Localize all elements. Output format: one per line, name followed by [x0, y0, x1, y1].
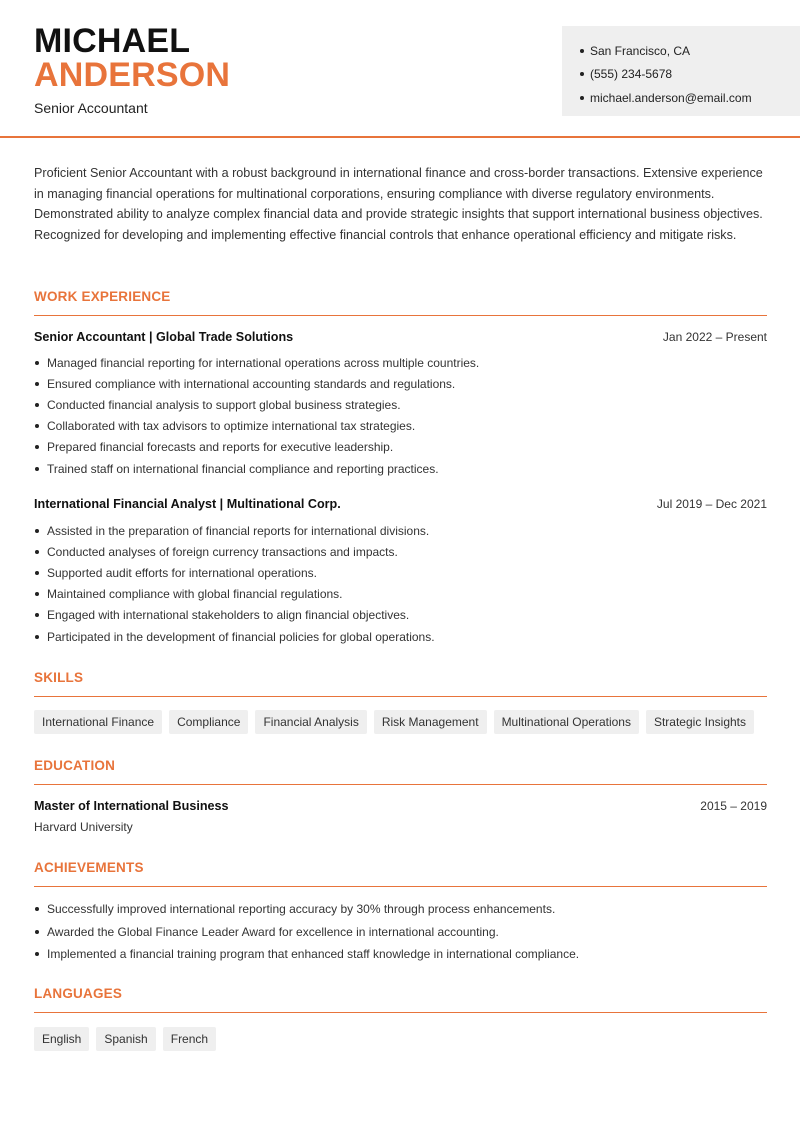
- bullet-icon: [35, 403, 39, 407]
- professional-summary: Proficient Senior Accountant with a robust background in international finance and cross-border transactions. Extensive experience in managing financial operations for multinational corporations, ensuring compliance with diverse regulatory environments. Demonstrated ability to analyze complex financial data and provide strategic insights that support international business objectives. Recognized for developing and implementing effective financial controls that enhance operational efficiency and mitigate risks.: [34, 166, 763, 242]
- bullet-icon: [35, 382, 39, 386]
- job-dates: Jan 2022 – Present: [662, 330, 767, 344]
- list-item: Successfully improved international reporting accuracy by 30% through process enhancements.: [34, 898, 767, 921]
- bullet-icon: [35, 592, 39, 596]
- section-divider: [34, 1012, 767, 1013]
- skill-tag: Financial Analysis: [255, 710, 366, 734]
- section-divider: [34, 696, 767, 697]
- section-title-education: EDUCATION: [34, 758, 116, 773]
- achievements-list: [34, 898, 767, 966]
- language-tag: Spanish: [96, 1027, 155, 1051]
- phone-text: (555) 234-5678: [590, 67, 673, 82]
- list-item: Participated in the development of financial policies for global operations.: [34, 626, 767, 647]
- skill-tag: Compliance: [169, 710, 248, 734]
- job-title: Senior Accountant: [34, 100, 148, 116]
- first-name: MICHAEL: [34, 22, 191, 60]
- contact-email[interactable]: [580, 86, 800, 110]
- list-item: Trained staff on international financial compliance and reporting practices.: [34, 458, 767, 479]
- section-title-skills: SKILLS: [34, 670, 84, 685]
- section-divider: [34, 886, 767, 887]
- list-item: Supported audit efforts for international operations.: [34, 562, 767, 583]
- list-item: Collaborated with tax advisors to optimize international tax strategies.: [34, 416, 767, 437]
- bullet-icon: [35, 424, 39, 428]
- section-title-languages: LANGUAGES: [34, 986, 123, 1001]
- list-item: Maintained compliance with global financial regulations.: [34, 584, 767, 605]
- school: Harvard University: [34, 820, 133, 834]
- education-dates: 2015 – 2019: [700, 799, 767, 813]
- bullet-icon: [35, 613, 39, 617]
- list-item: Conducted analyses of foreign currency transactions and impacts.: [34, 541, 767, 562]
- degree: Master of International Business: [34, 799, 229, 813]
- list-item: Ensured compliance with international accounting standards and regulations.: [34, 373, 767, 394]
- bullet-icon: [35, 571, 39, 575]
- bullet-icon: [35, 529, 39, 533]
- location-text: San Francisco, CA: [590, 43, 691, 58]
- bullet-icon: [35, 635, 39, 639]
- email-link[interactable]: michael.anderson@email.com: [590, 90, 752, 105]
- languages-list: [34, 1027, 216, 1051]
- list-item: Engaged with international stakeholders to align financial objectives.: [34, 605, 767, 626]
- bullet-icon: [35, 907, 39, 911]
- job-dates: Jul 2019 – Dec 2021: [656, 497, 767, 511]
- contact-location: [580, 39, 800, 63]
- bullet-icon: [35, 550, 39, 554]
- contact-phone: [580, 63, 800, 87]
- contact-box: [562, 26, 800, 116]
- section-title-achievements: ACHIEVEMENTS: [34, 860, 144, 875]
- section-divider: [34, 784, 767, 785]
- resume-header: [0, 0, 800, 138]
- bullet-icon: [35, 445, 39, 449]
- list-item: Awarded the Global Finance Leader Award for excellence in international accounting.: [34, 921, 767, 944]
- skill-tag: Multinational Operations: [494, 710, 639, 734]
- section-divider: [34, 315, 767, 316]
- language-tag: French: [163, 1027, 216, 1051]
- list-item: Assisted in the preparation of financial reports for international divisions.: [34, 520, 767, 541]
- bullet-icon: [580, 96, 584, 100]
- list-item: Implemented a financial training program that enhanced staff knowledge in international compliance.: [34, 943, 767, 966]
- skill-tag: Risk Management: [374, 710, 487, 734]
- bullet-icon: [35, 361, 39, 365]
- section-title-work: WORK EXPERIENCE: [34, 289, 171, 304]
- language-tag: English: [34, 1027, 89, 1051]
- list-item: Managed financial reporting for international operations across multiple countries.: [34, 352, 767, 373]
- job-position: Senior Accountant | Global Trade Solutions: [34, 330, 294, 344]
- last-name: ANDERSON: [34, 56, 231, 94]
- list-item: Conducted financial analysis to support global business strategies.: [34, 394, 767, 415]
- skill-tag: International Finance: [34, 710, 162, 734]
- education-entry-header: [34, 799, 767, 813]
- job-position: International Financial Analyst | Multinational Corp.: [34, 497, 341, 511]
- bullet-icon: [35, 467, 39, 471]
- list-item: Prepared financial forecasts and reports for executive leadership.: [34, 437, 767, 458]
- bullet-icon: [35, 930, 39, 934]
- job-entry-header: [34, 497, 767, 511]
- bullet-icon: [580, 72, 584, 76]
- bullet-icon: [580, 49, 584, 53]
- bullet-icon: [35, 952, 39, 956]
- job-entry-header: [34, 330, 767, 344]
- job-bullets: [34, 352, 767, 479]
- skill-tag: Strategic Insights: [646, 710, 754, 734]
- job-bullets: [34, 520, 767, 647]
- skills-list: [34, 710, 754, 734]
